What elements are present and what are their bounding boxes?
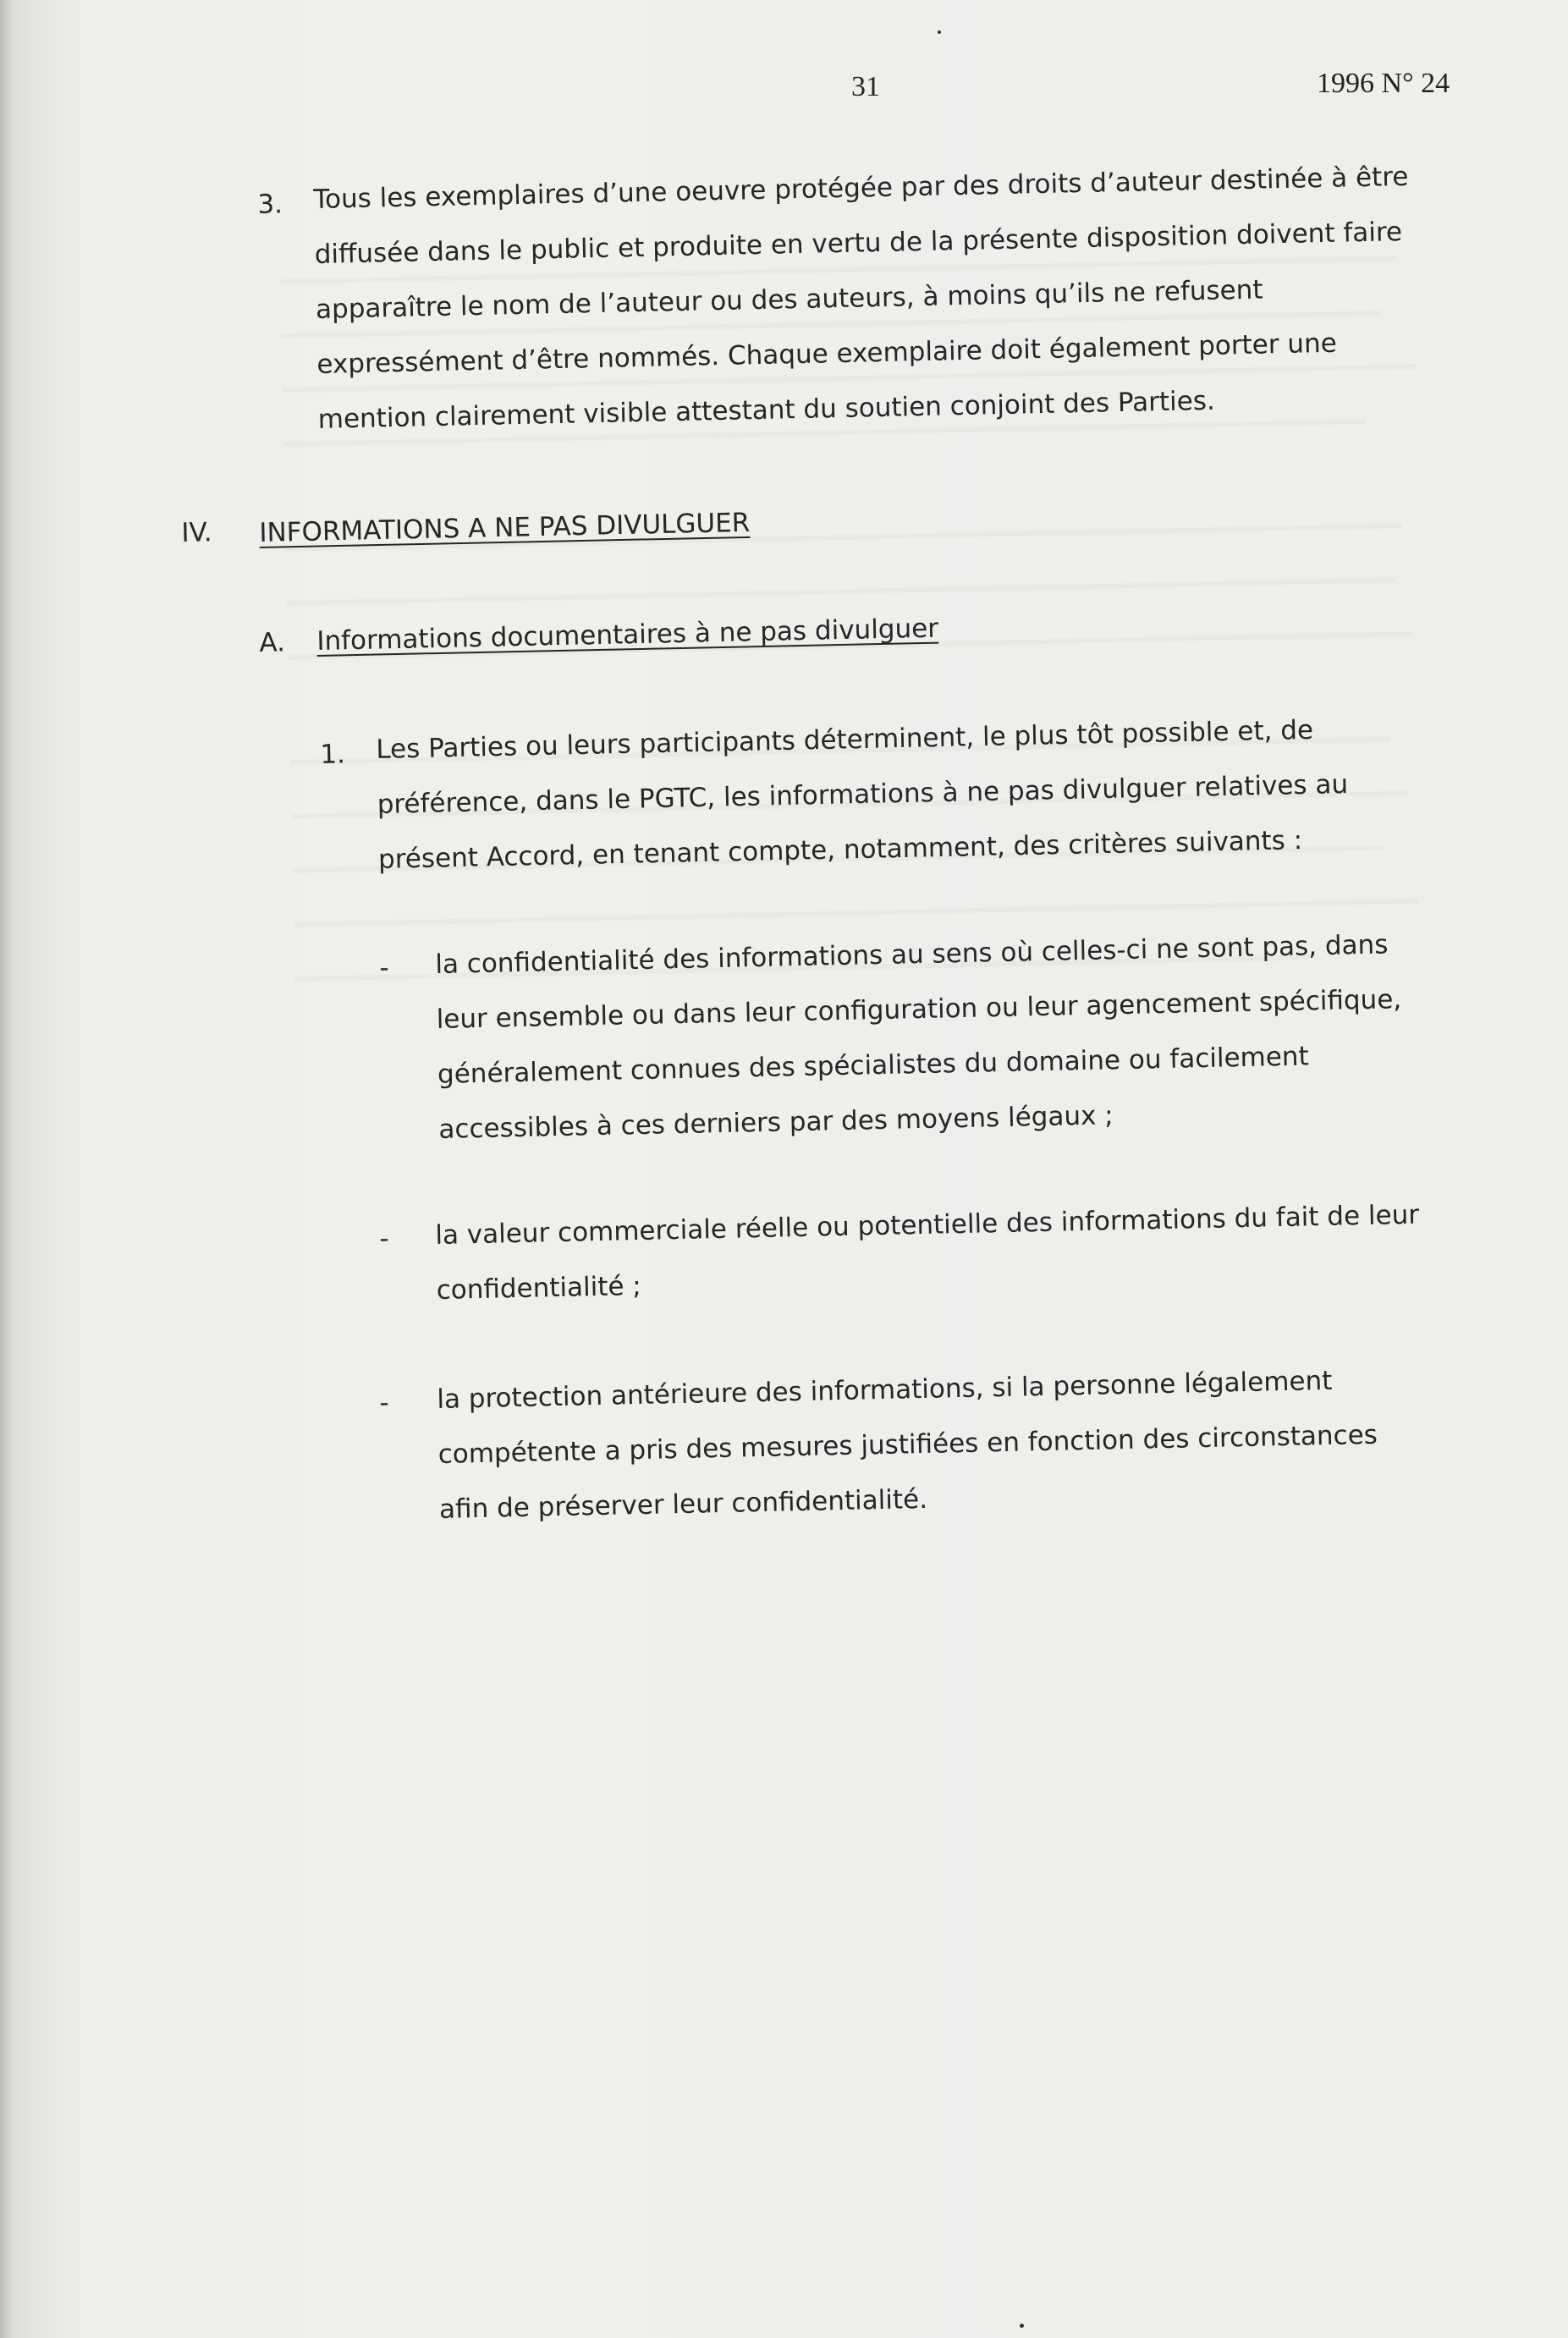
item-3-line: mention clairement visible attestant du soutien conjoint des Parties.: [317, 385, 1216, 435]
bullet-3-line: afin de préserver leur confidentialité.: [438, 1483, 928, 1525]
bullet-3-line: compétente a pris des mesures justifiées en fonction des circonstances: [437, 1419, 1378, 1470]
item-3-line: apparaître le nom de l’auteur ou des auteurs, à moins qu’ils ne refusent: [315, 274, 1263, 325]
item-1-line: préférence, dans le PGTC, les informations à ne pas divulguer relatives au: [377, 768, 1349, 820]
subsection-letter: A.: [259, 627, 286, 658]
bullet-1-line: leur ensemble ou dans leur configuration ou leur agencement spécifique,: [436, 984, 1402, 1035]
item-1-line: Les Parties ou leurs participants déterminent, le plus tôt possible et, de: [376, 714, 1314, 765]
scan-speck: [1020, 2324, 1024, 2328]
bullet-dash: -: [379, 952, 389, 983]
bullet-2-line: confidentialité ;: [436, 1270, 642, 1306]
item-3-line: diffusée dans le public et produite en vertu de la présente disposition doivent faire: [314, 217, 1403, 270]
scan-speck: [938, 30, 941, 34]
bullet-1-line: généralement connues des spécialistes du domaine ou facilement: [437, 1041, 1310, 1090]
section-numeral: IV.: [181, 517, 212, 548]
bullet-3-line: la protection antérieure des informations, si la personne légalement: [437, 1365, 1333, 1415]
bullet-1-line: la confidentialité des informations au sens où celles-ci ne sont pas, dans: [435, 929, 1389, 980]
item-1-number: 1.: [320, 739, 346, 770]
section-title: INFORMATIONS A NE PAS DIVULGUER: [259, 507, 751, 548]
item-3-line: expressément d’être nommés. Chaque exemplaire doit également porter une: [316, 327, 1338, 380]
item-3-number: 3.: [257, 189, 283, 220]
page-number: 31: [851, 71, 880, 102]
bullet-1-line: accessibles à ces derniers par des moyens légaux ;: [438, 1100, 1114, 1145]
bullet-dash: -: [379, 1223, 389, 1254]
bullet-dash: -: [379, 1387, 389, 1418]
subsection-title: Informations documentaires à ne pas divulguer: [316, 613, 939, 657]
item-3-line: Tous les exemplaires d’une oeuvre protégée par des droits d’auteur destinée à être: [313, 161, 1409, 215]
item-1-line: présent Accord, en tenant compte, notamment, des critères suivants :: [377, 825, 1303, 875]
issue-number: 1996 N° 24: [1317, 68, 1450, 99]
binding-edge: [0, 0, 12, 2338]
bullet-2-line: la valeur commerciale réelle ou potentielle des informations du fait de leur: [435, 1199, 1420, 1251]
